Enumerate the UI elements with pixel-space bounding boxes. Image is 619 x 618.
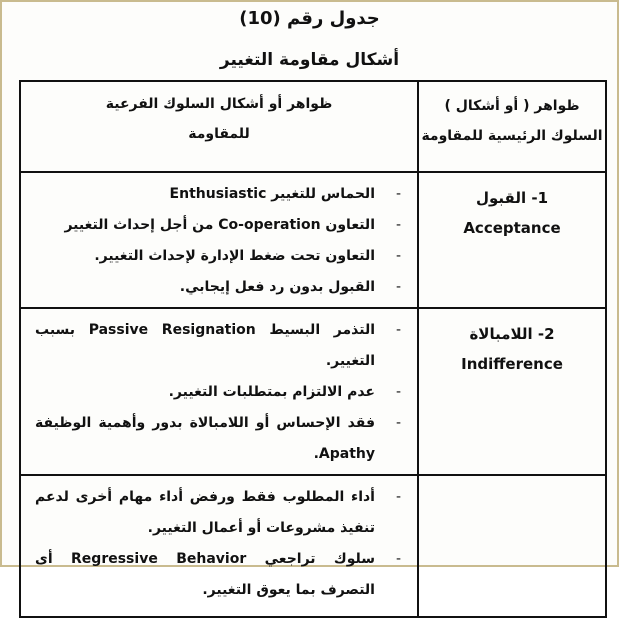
bullet-dash: -	[395, 415, 401, 431]
header-main-line-2: السلوك الرئيسية للمقاومة	[421, 128, 603, 144]
bullet-dash: -	[395, 186, 401, 202]
list-item	[35, 179, 405, 210]
item-arabic: فقد الإحساس أو اللامبالاة بدور وأهمية الوظيفة	[35, 415, 375, 431]
header-main-behavior	[418, 81, 606, 172]
category-cell	[418, 308, 606, 475]
category-cell-empty	[418, 475, 606, 617]
list-item	[35, 408, 405, 470]
table-row	[20, 475, 606, 617]
bullet-dash: -	[395, 322, 401, 338]
bullet-dash: -	[395, 248, 401, 264]
list-item	[35, 544, 405, 606]
bullet-dash: -	[395, 217, 401, 233]
item-arabic-rest: من أجل إحداث التغيير	[64, 217, 214, 233]
bullet-dash: -	[395, 279, 401, 295]
table-header-row	[20, 81, 606, 172]
list-item	[35, 377, 405, 408]
sub-forms-cell	[20, 172, 418, 308]
item-english: Regressive Behavior	[71, 551, 247, 567]
header-sub-line-2: للمقاومة	[188, 126, 250, 142]
item-arabic: القبول بدون رد فعل إيجابي.	[179, 279, 375, 295]
header-main-line-1: ظواهر ( أو أشكال )	[444, 98, 580, 114]
header-sub-behavior	[20, 81, 418, 172]
item-arabic: عدم الالتزام بمتطلبات التغيير.	[168, 384, 375, 400]
table-subtitle: أشكال مقاومة التغيير	[219, 50, 400, 70]
table-row	[20, 172, 606, 308]
sub-forms-list	[21, 309, 417, 474]
item-arabic-rest: أى التصرف بما يعوق التغيير.	[35, 551, 375, 598]
bullet-dash: -	[395, 489, 401, 505]
item-arabic: الحماس للتغيير	[271, 186, 375, 202]
list-item	[35, 482, 405, 544]
list-item	[35, 241, 405, 272]
item-english: Passive Resignation	[88, 322, 256, 338]
category-english: Acceptance	[463, 219, 561, 237]
category-cell	[418, 172, 606, 308]
category-arabic: 2- اللامبالاة	[469, 325, 555, 343]
list-item	[35, 210, 405, 241]
table-number-title: جدول رقم (10)	[239, 8, 380, 29]
item-arabic: التعاون تحت ضغط الإدارة لإحداث التغيير.	[94, 248, 375, 264]
sub-forms-cell	[20, 308, 418, 475]
bullet-dash: -	[395, 551, 401, 567]
item-arabic: التذمر البسيط	[269, 322, 376, 338]
header-sub-line-1: ظواهر أو أشكال السلوك الفرعية	[105, 96, 333, 112]
list-item	[35, 272, 405, 303]
sub-forms-list	[21, 173, 417, 307]
item-arabic: أداء المطلوب فقط ورفض أداء مهام أخرى لدعم تنفيذ مشروعات أو أعمال التغيير.	[35, 489, 375, 536]
item-arabic: سلوك تراجعي	[264, 551, 376, 567]
category-english: Indifference	[461, 355, 563, 373]
item-english: Co-operation	[218, 217, 321, 233]
sub-forms-list	[21, 476, 417, 610]
item-arabic: التعاون	[325, 217, 375, 233]
resistance-forms-table	[19, 80, 607, 618]
sub-forms-cell	[20, 475, 418, 617]
category-arabic: 1- القبول	[476, 189, 548, 207]
bullet-dash: -	[395, 384, 401, 400]
item-arabic-rest: بسبب التغيير.	[35, 322, 375, 369]
item-english: Apathy	[318, 446, 375, 462]
item-arabic-rest: .	[313, 446, 319, 462]
list-item	[35, 315, 405, 377]
item-english: Enthusiastic	[169, 186, 267, 202]
table-row	[20, 308, 606, 475]
